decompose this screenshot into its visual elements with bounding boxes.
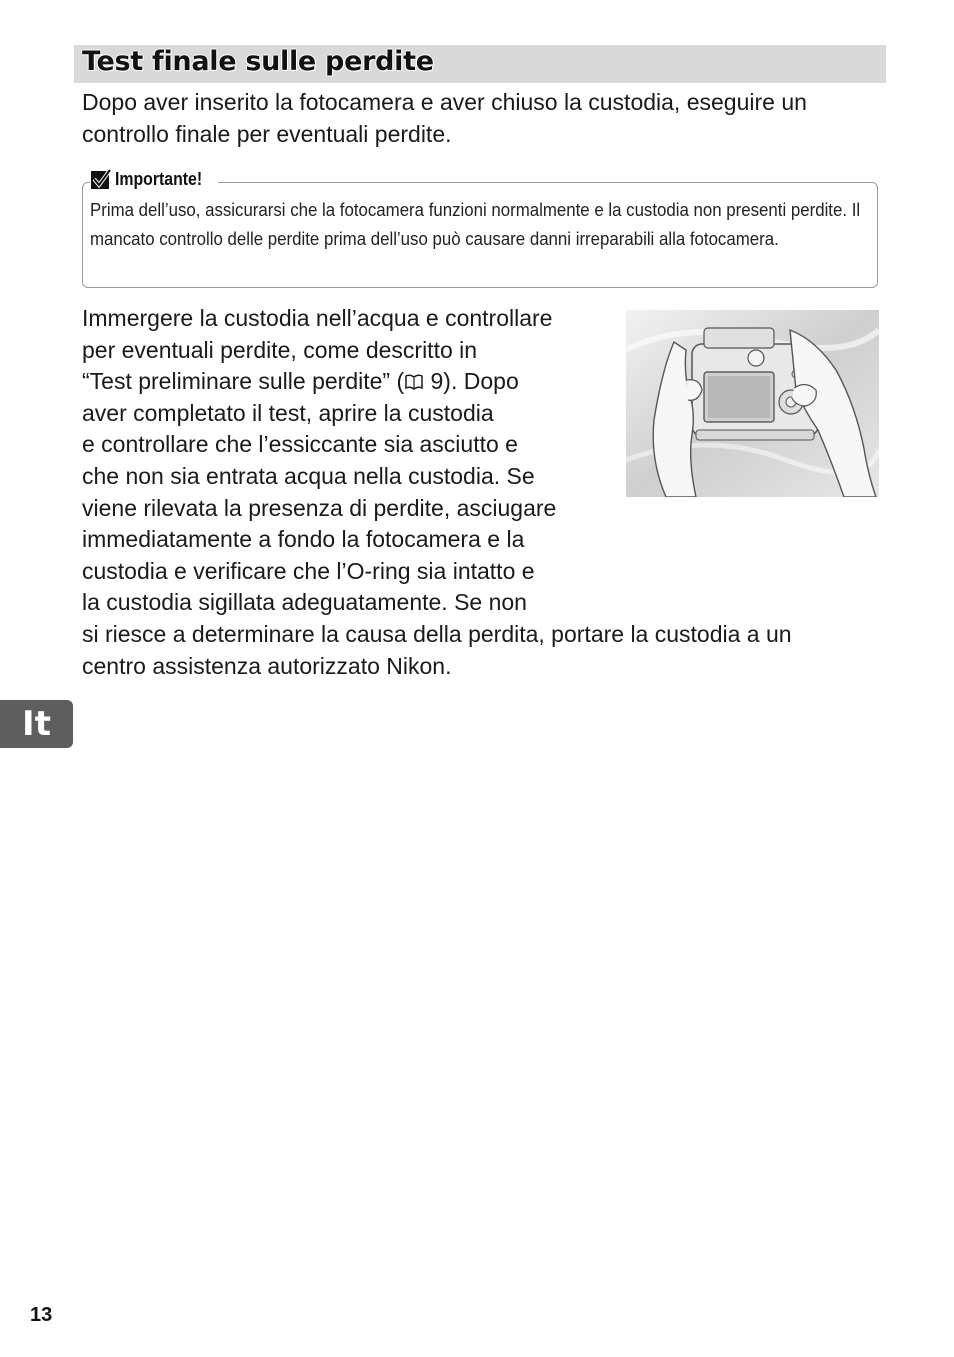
body-line: che non sia entrata acqua nella custodia. Se bbox=[82, 462, 535, 489]
intro-paragraph: Dopo aver inserito la fotocamera e aver chiuso la custodia, eseguire un controllo finale per eventuali perdite. bbox=[82, 89, 807, 147]
page-number: 13 bbox=[30, 1304, 53, 1326]
note-title-text: Importante! bbox=[115, 168, 203, 189]
body-paragraph bbox=[82, 303, 872, 682]
body-line: viene rilevata la presenza di perdite, asciugare bbox=[82, 494, 557, 521]
body-line: e controllare che l’essiccante sia asciutto e bbox=[82, 431, 518, 458]
body-line-with-ref bbox=[82, 366, 872, 398]
check-icon bbox=[90, 168, 112, 190]
section-title: Test finale sulle perdite bbox=[82, 46, 434, 77]
body-line: si riesce a determinare la causa della perdita, portare la custodia a un bbox=[82, 620, 792, 647]
body-line-part: 9). Dopo bbox=[430, 368, 519, 395]
body-line: custodia e verificare che l’O-ring sia intatto e bbox=[82, 557, 535, 584]
body-line: centro assistenza autorizzato Nikon. bbox=[82, 652, 452, 679]
important-note-title bbox=[90, 168, 218, 190]
important-note-body: Prima dell’uso, assicurarsi che la fotocamera funzioni normalmente e la custodia non presenti perdite. Il mancato controllo delle perdite prima dell’uso può causare danni irreparabili alla fotocamera. bbox=[90, 199, 861, 249]
body-line: per eventuali perdite, come descritto in bbox=[82, 336, 478, 363]
language-tab: It bbox=[0, 700, 73, 748]
body-line: immediatamente a fondo la fotocamera e la bbox=[82, 526, 525, 553]
body-line: aver completato il test, aprire la custodia bbox=[82, 399, 494, 426]
body-line: la custodia sigillata adeguatamente. Se non bbox=[82, 589, 527, 616]
section-header bbox=[74, 45, 886, 83]
body-line-part: “Test preliminare sulle perdite” ( bbox=[82, 368, 405, 395]
book-icon bbox=[404, 374, 424, 390]
body-line: Immergere la custodia nell’acqua e controllare bbox=[82, 305, 553, 331]
